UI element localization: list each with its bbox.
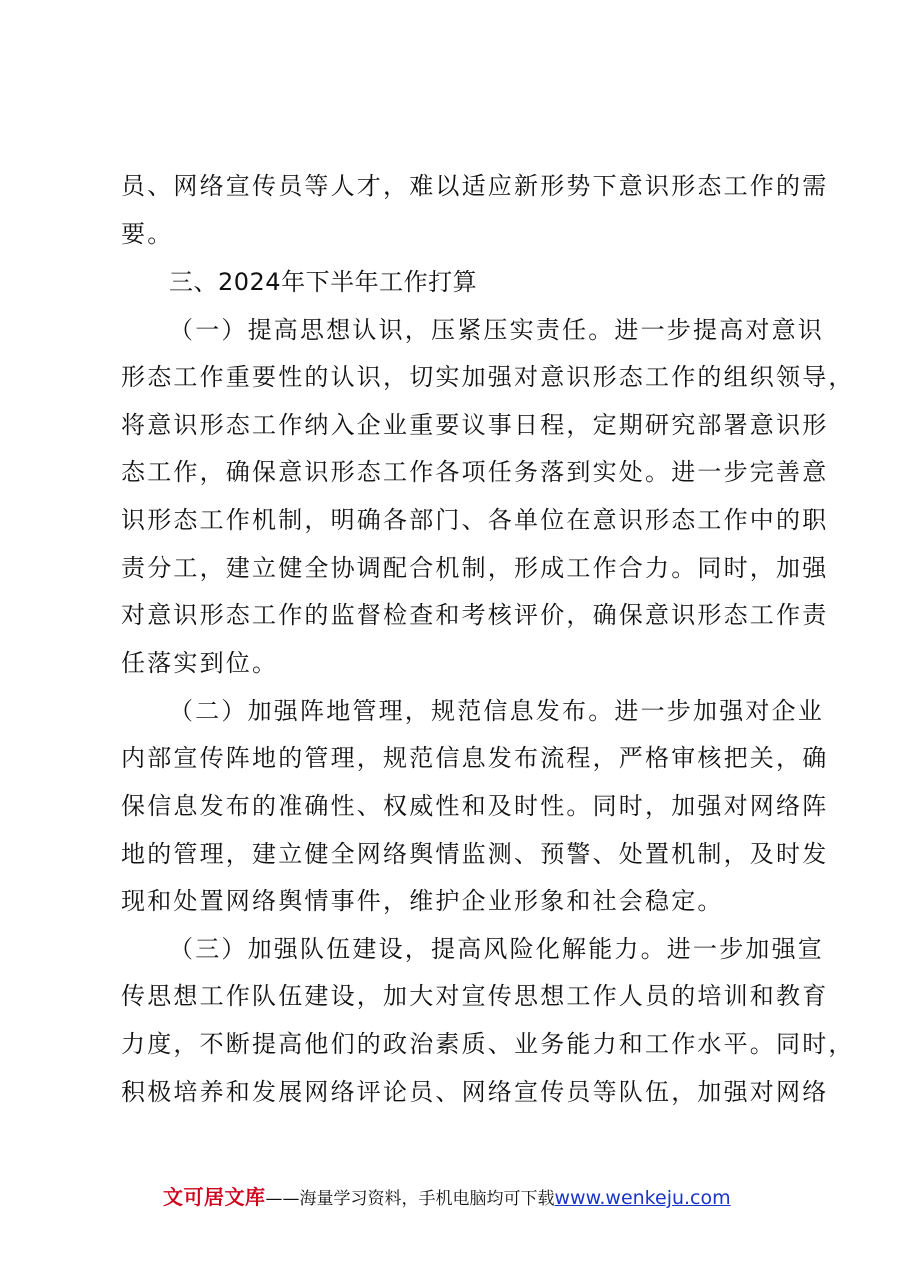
footer-banner <box>163 1183 783 1211</box>
body-text-line: 识形态工作机制，明确各部门、各单位在意识形态工作中的职 <box>121 506 829 534</box>
footer-brand: 文可居文库 <box>163 1185 266 1209</box>
body-text-line: 态工作，确保意识形态工作各项任务落到实处。进一步完善意 <box>121 458 829 486</box>
body-text-line: 对意识形态工作的监督检查和考核评价，确保意识形态工作责 <box>121 601 829 629</box>
body-text-line: 责分工，建立健全协调配合机制，形成工作合力。同时，加强 <box>121 554 829 582</box>
body-text-line: 形态工作重要性的认识，切实加强对意识形态工作的组织领导， <box>121 363 855 391</box>
footer-tagline: ——海量学习资料，手机电脑均可下载 <box>265 1189 555 1209</box>
body-text-line: 力度，不断提高他们的政治素质、业务能力和工作水平。同时， <box>121 1030 855 1058</box>
paragraph-first-line: （一）提高思想认识，压紧压实责任。进一步提高对意识 <box>169 316 824 344</box>
footer-website-link[interactable]: www.wenkeju.com <box>554 1187 731 1209</box>
body-text-line: 传思想工作队伍建设，加大对宣传思想工作人员的培训和教育 <box>121 982 829 1010</box>
body-text-line: 现和处置网络舆情事件，维护企业形象和社会稳定。 <box>121 887 724 915</box>
body-text-line: 积极培养和发展网络评论员、网络宣传员等队伍，加强对网络 <box>121 1078 829 1106</box>
body-text-line: 员、网络宣传员等人才，难以适应新形势下意识形态工作的需 <box>121 172 829 200</box>
body-text-line: 内部宣传阵地的管理，规范信息发布流程，严格审核把关，确 <box>121 744 829 772</box>
section-heading: 三、2024年下半年工作打算 <box>169 268 478 296</box>
paragraph-first-line: （三）加强队伍建设，提高风险化解能力。进一步加强宣 <box>169 935 824 963</box>
body-text-line: 地的管理，建立健全网络舆情监测、预警、处置机制，及时发 <box>121 840 829 868</box>
body-text-line: 将意识形态工作纳入企业重要议事日程，定期研究部署意识形 <box>121 411 829 439</box>
body-text-line: 要。 <box>121 220 174 248</box>
body-text-line: 任落实到位。 <box>121 649 279 677</box>
body-text-line: 保信息发布的准确性、权威性和及时性。同时，加强对网络阵 <box>121 792 829 820</box>
paragraph-first-line: （二）加强阵地管理，规范信息发布。进一步加强对企业 <box>169 697 824 725</box>
